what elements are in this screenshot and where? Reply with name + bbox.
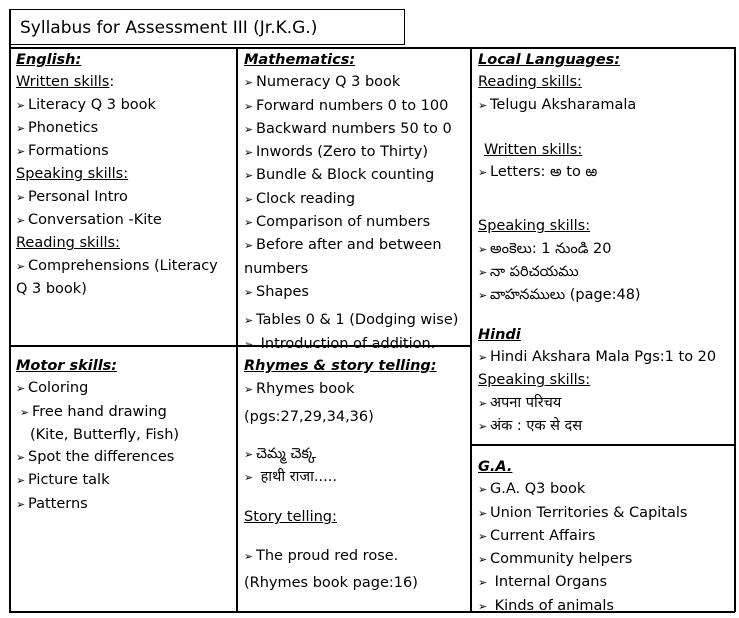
mathematics-heading: Mathematics: bbox=[244, 52, 356, 68]
ga-cell bbox=[478, 456, 730, 618]
bullet-arrow-icon: ➢ bbox=[244, 239, 254, 253]
list-item: ➢ Inwords (Zero to Thirty) bbox=[244, 141, 466, 164]
bullet-arrow-icon: ➢ bbox=[16, 214, 26, 228]
hindi-speaking-label: Speaking skills: bbox=[478, 372, 591, 389]
list-item: ➢ నా పరిచయము bbox=[478, 261, 730, 284]
bullet-arrow-icon: ➢ bbox=[478, 289, 488, 303]
list-item: ➢ Phonetics bbox=[16, 117, 231, 140]
bullet-arrow-icon: ➢ bbox=[478, 242, 488, 256]
list-item: ➢ Telugu Aksharamala bbox=[478, 94, 730, 117]
list-item: ➢ अपना परिचय bbox=[478, 392, 730, 415]
list-item: ➢ The proud red rose. bbox=[244, 545, 466, 568]
story-note: (Rhymes book page:16) bbox=[244, 575, 418, 592]
bullet-arrow-icon: ➢ bbox=[244, 192, 254, 206]
english-written-colon: : bbox=[109, 74, 115, 91]
english-speaking-label: Speaking skills: bbox=[16, 166, 129, 183]
bullet-arrow-icon: ➢ bbox=[244, 383, 254, 397]
bullet-arrow-icon: ➢ bbox=[16, 474, 26, 488]
bullet-arrow-icon: ➢ bbox=[478, 506, 488, 520]
bullet-arrow-icon: ➢ bbox=[244, 471, 254, 485]
bullet-arrow-icon: ➢ bbox=[244, 314, 254, 328]
bullet-arrow-icon: ➢ bbox=[478, 419, 488, 433]
list-item: ➢ Clock reading bbox=[244, 188, 466, 211]
bullet-arrow-icon: ➢ bbox=[244, 122, 254, 136]
list-item: ➢ G.A. Q3 book bbox=[478, 478, 730, 501]
list-item: ➢ Rhymes book bbox=[244, 378, 466, 401]
local-languages-heading: Local Languages: bbox=[478, 52, 621, 68]
bullet-arrow-icon: ➢ bbox=[244, 99, 254, 113]
hindi-heading: Hindi bbox=[478, 326, 521, 343]
telugu-reading-label: Reading skills: bbox=[478, 74, 582, 91]
list-item: ➢ Forward numbers 0 to 100 bbox=[244, 95, 466, 118]
story-telling-label: Story telling: bbox=[244, 509, 337, 526]
bullet-arrow-icon: ➢ bbox=[244, 76, 254, 90]
bullet-arrow-icon: ➢ bbox=[244, 216, 254, 230]
english-heading: English: bbox=[16, 52, 82, 68]
bullet-arrow-icon: ➢ bbox=[16, 259, 26, 273]
bullet-arrow-icon: ➢ bbox=[244, 285, 254, 299]
list-item: ➢ Kinds of animals bbox=[478, 595, 730, 618]
telugu-written-label: Written skills: bbox=[484, 141, 583, 158]
list-item: ➢ Community helpers bbox=[478, 548, 730, 571]
telugu-speaking-label: Speaking skills: bbox=[478, 218, 591, 235]
bullet-arrow-icon: ➢ bbox=[478, 266, 488, 280]
list-item: ➢ Personal Intro bbox=[16, 186, 231, 209]
bullet-arrow-icon: ➢ bbox=[20, 405, 30, 419]
drawing-note: (Kite, Butterfly, Fish) bbox=[30, 426, 180, 443]
list-item: ➢ Literacy Q 3 book bbox=[16, 94, 231, 117]
list-item: ➢ అంకెలు: 1 నుండి 20 bbox=[478, 238, 730, 261]
list-item: ➢ Backward numbers 50 to 0 bbox=[244, 118, 466, 141]
list-item: ➢ Picture talk bbox=[16, 469, 231, 492]
bullet-arrow-icon: ➢ bbox=[478, 166, 488, 180]
column-divider-2 bbox=[470, 47, 472, 612]
bullet-arrow-icon: ➢ bbox=[16, 497, 26, 511]
list-item: ➢ Formations bbox=[16, 140, 231, 163]
list-item: ➢ వాహనములు (page:48) bbox=[478, 284, 730, 307]
list-item: ➢ Letters: అ to ఱ bbox=[478, 161, 730, 184]
list-item: ➢ Bundle & Block counting bbox=[244, 164, 466, 187]
list-item: ➢ Patterns bbox=[16, 493, 231, 516]
bullet-arrow-icon: ➢ bbox=[16, 382, 26, 396]
list-item: ➢ Comparison of numbers bbox=[244, 211, 466, 234]
bullet-arrow-icon: ➢ bbox=[478, 553, 488, 567]
bullet-arrow-icon: ➢ bbox=[16, 451, 26, 465]
rhymes-pages: (pgs:27,29,34,36) bbox=[244, 408, 374, 425]
bullet-arrow-icon: ➢ bbox=[478, 483, 488, 497]
ga-heading: G.A. bbox=[478, 459, 513, 475]
list-item: ➢ Comprehensions (Literacy Q 3 book) bbox=[16, 257, 218, 297]
list-item: ➢ Tables 0 & 1 (Dodging wise) bbox=[244, 309, 466, 332]
bullet-arrow-icon: ➢ bbox=[244, 447, 254, 461]
list-item: ➢ Introduction of addition. bbox=[244, 333, 466, 356]
list-item: ➢ Union Territories & Capitals bbox=[478, 502, 730, 525]
bullet-arrow-icon: ➢ bbox=[244, 169, 254, 183]
bullet-arrow-icon: ➢ bbox=[478, 599, 488, 613]
bullet-arrow-icon: ➢ bbox=[478, 576, 488, 590]
mathematics-cell bbox=[244, 49, 466, 356]
bullet-arrow-icon: ➢ bbox=[478, 98, 488, 112]
list-item: ➢ Shapes bbox=[244, 281, 466, 304]
list-item: ➢ Conversation -Kite bbox=[16, 209, 231, 232]
bullet-arrow-icon: ➢ bbox=[244, 337, 254, 351]
rhymes-cell bbox=[244, 355, 466, 594]
list-item: ➢ Hindi Akshara Mala Pgs:1 to 20 bbox=[478, 346, 730, 369]
bullet-arrow-icon: ➢ bbox=[16, 98, 26, 112]
bullet-arrow-icon: ➢ bbox=[478, 529, 488, 543]
bullet-arrow-icon: ➢ bbox=[16, 190, 26, 204]
bullet-arrow-icon: ➢ bbox=[16, 145, 26, 159]
list-item: ➢ Numeracy Q 3 book bbox=[244, 71, 466, 94]
list-item: ➢ Free hand drawing bbox=[20, 401, 231, 424]
title-box bbox=[9, 9, 405, 45]
bullet-arrow-icon: ➢ bbox=[16, 121, 26, 135]
table-right-border bbox=[734, 47, 736, 612]
bullet-arrow-icon: ➢ bbox=[244, 146, 254, 160]
list-item: ➢ हाथी राजा..... bbox=[244, 466, 466, 489]
bullet-arrow-icon: ➢ bbox=[478, 350, 488, 364]
page-title: Syllabus for Assessment III (Jr.K.G.) bbox=[20, 18, 318, 38]
english-written-label: Written skills bbox=[16, 74, 110, 91]
row-divider-right bbox=[470, 444, 735, 446]
list-item: ➢ Spot the differences bbox=[16, 446, 231, 469]
motor-skills-heading: Motor skills: bbox=[16, 358, 118, 374]
list-item: ➢ Internal Organs bbox=[478, 571, 730, 594]
bullet-arrow-icon: ➢ bbox=[478, 396, 488, 410]
list-item: ➢ Current Affairs bbox=[478, 525, 730, 548]
list-item: ➢ अंक : एक से दस bbox=[478, 415, 730, 438]
rhymes-heading: Rhymes & story telling: bbox=[244, 358, 437, 374]
list-item: ➢ Before after and between numbers bbox=[244, 237, 442, 277]
english-reading-label: Reading skills: bbox=[16, 235, 120, 252]
local-languages-cell bbox=[478, 49, 730, 438]
list-item: ➢ Coloring bbox=[16, 377, 231, 400]
table-left-border bbox=[9, 9, 11, 612]
bullet-arrow-icon: ➢ bbox=[244, 549, 254, 563]
english-cell bbox=[16, 49, 231, 300]
list-item: ➢ చెమ్మ చెక్క bbox=[244, 443, 466, 466]
motor-skills-cell bbox=[16, 355, 231, 516]
column-divider-1 bbox=[236, 47, 238, 612]
